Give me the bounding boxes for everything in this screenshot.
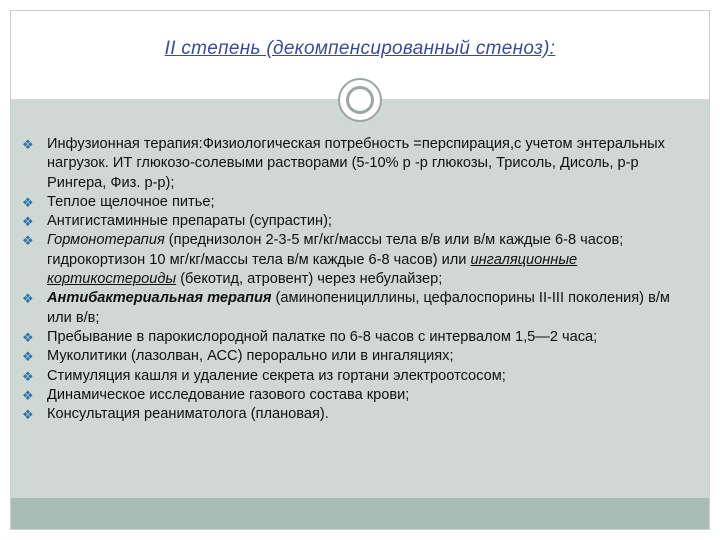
diamond-cross-icon: ❖ xyxy=(22,233,34,249)
diamond-cross-icon: ❖ xyxy=(22,349,34,365)
item-text: (аминопенициллины, цефалоспорины II-III поколения) в/м или в/в; xyxy=(47,290,670,326)
diamond-cross-icon: ❖ xyxy=(22,368,34,384)
item-text: Динамическое исследование газового состава крови; xyxy=(47,386,410,403)
slide-title: II степень (декомпенсированный стеноз): xyxy=(164,38,556,59)
diamond-cross-icon: ❖ xyxy=(22,137,34,152)
list-item xyxy=(22,289,687,328)
list-item xyxy=(22,405,687,424)
diamond-cross-icon: ❖ xyxy=(22,387,34,403)
item-text: Муколитики (лазолван, АСС) перорально или в ингаляциях; xyxy=(47,348,454,365)
item-text: Пребывание в парокислородной палатке по 6-8 часов с интервалом 1,5—2 часа; xyxy=(47,328,598,345)
circle-ornament-inner xyxy=(346,86,374,114)
footer-bar xyxy=(11,498,709,529)
item-lead-bold-italic: Антибактериальная терапия xyxy=(47,290,272,307)
list-item xyxy=(22,367,687,386)
item-lead-italic: Гормонотерапия xyxy=(47,232,165,249)
list-item xyxy=(22,231,687,289)
circle-ornament-icon xyxy=(338,78,382,122)
diamond-cross-icon: ❖ xyxy=(22,291,34,307)
list-item xyxy=(22,193,687,212)
list-item xyxy=(22,347,687,366)
list-item xyxy=(22,135,687,193)
diamond-cross-icon: ❖ xyxy=(22,329,34,345)
diamond-cross-icon: ❖ xyxy=(22,194,34,210)
diamond-cross-icon: ❖ xyxy=(22,214,34,230)
item-text: Теплое щелочное питье; xyxy=(47,193,215,210)
list-item xyxy=(22,328,687,347)
list-item xyxy=(22,212,687,231)
item-text: Консультация реаниматолога (плановая). xyxy=(47,406,329,423)
item-text: Стимуляция кашля и удаление секрета из гортани электроотсосом; xyxy=(47,367,506,384)
bullet-list xyxy=(22,135,687,424)
list-item xyxy=(22,386,687,405)
item-lead-italic-underlined: ингаляционные кортикостероиды xyxy=(47,251,578,288)
item-text: (бекотид, атровент) через небулайзер; xyxy=(176,271,443,288)
item-text: Инфузионная терапия:Физиологическая потребность =перспирация,с учетом энтеральных нагрузок. ИТ глюкозо-солевыми растворами (5-10% р -р глюкозы, Трисоль, Дисоль, р-р Рингера, Физ. р-р); xyxy=(47,136,665,191)
diamond-cross-icon: ❖ xyxy=(22,407,34,423)
item-text: Антигистаминные препараты (супрастин); xyxy=(47,213,332,230)
item-text: (преднизолон 2-3-5 мг/кг/массы тела в/в или в/м каждые 6-8 часов; гидрокортизон 10 мг/кг/массы тела в/м каждые 6-8 часов) или xyxy=(47,232,624,268)
